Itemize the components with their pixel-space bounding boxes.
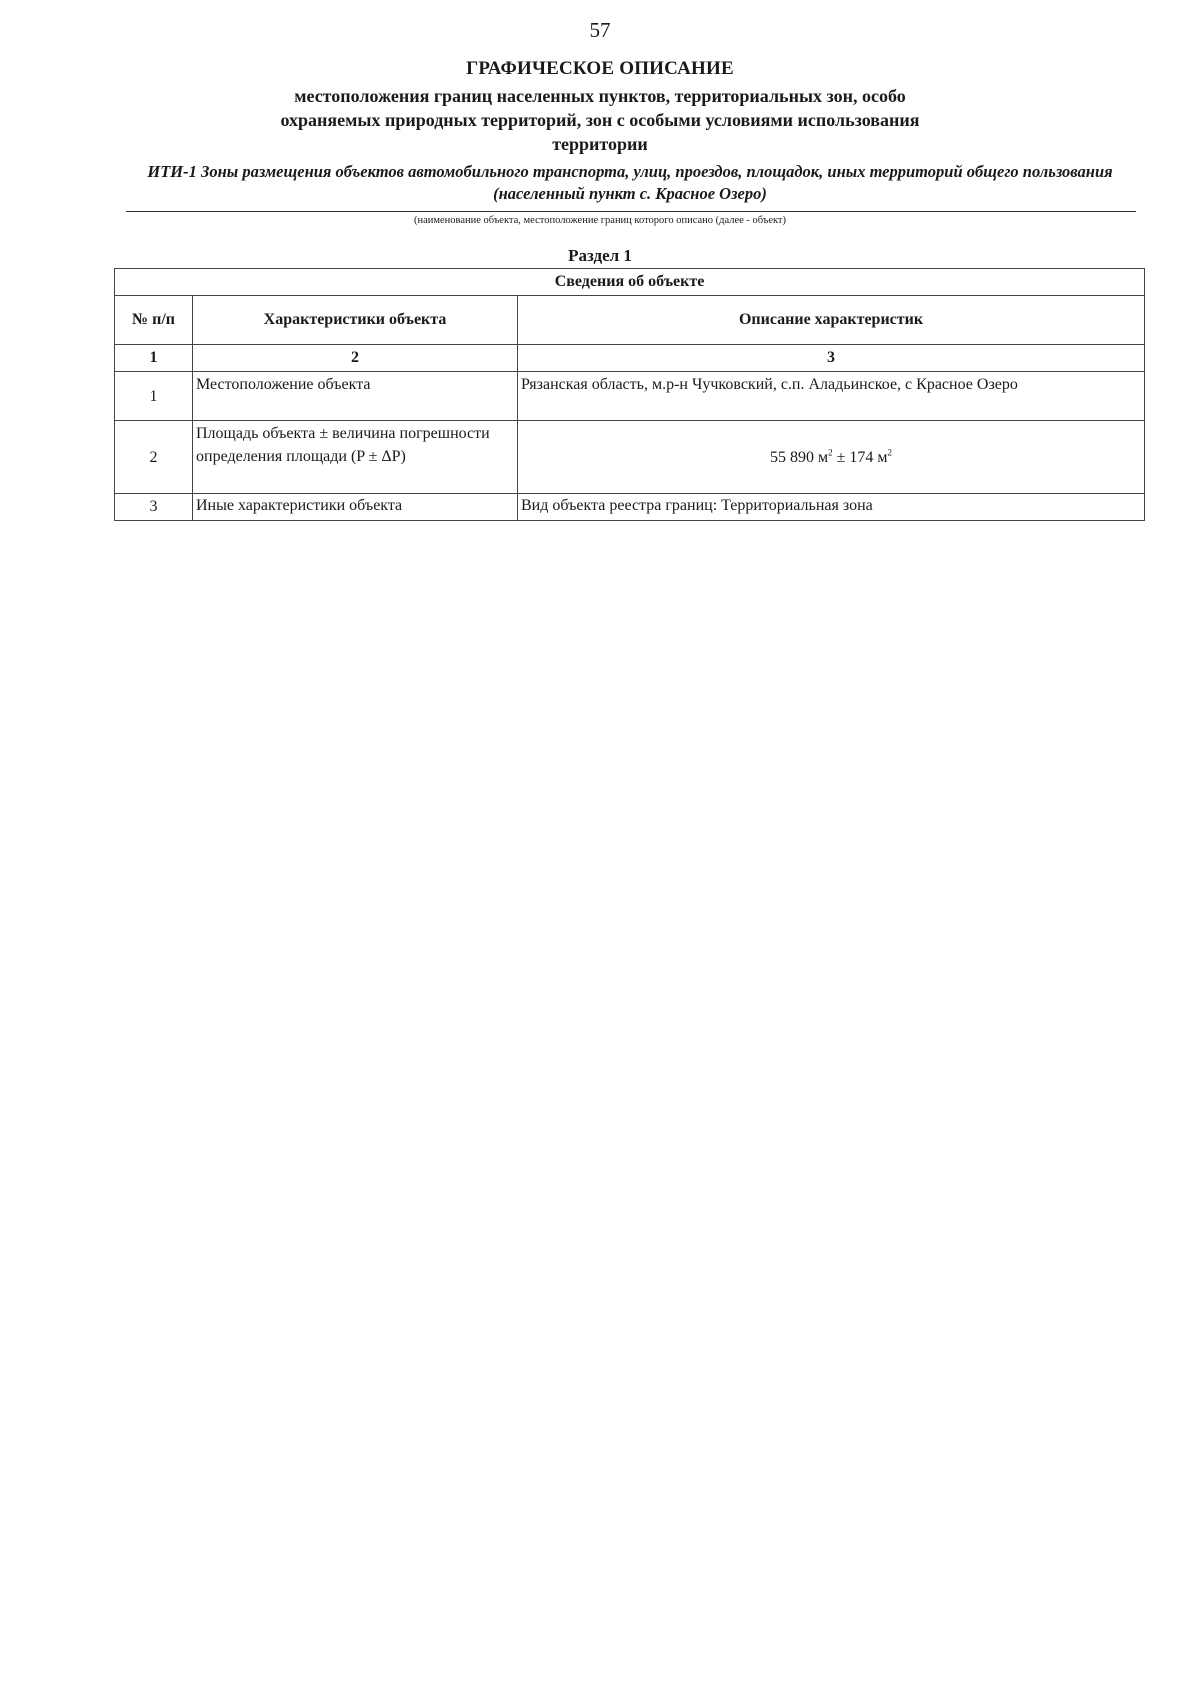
header-description: Описание характеристик — [518, 296, 1145, 345]
table-row — [115, 421, 1145, 494]
object-name-underline — [126, 211, 1136, 212]
row-number: 2 — [115, 421, 193, 494]
area-value: 55 890 м — [770, 448, 829, 466]
row-characteristic: Местоположение объекта — [193, 372, 518, 421]
table-column-index-row — [115, 345, 1145, 372]
area-unit-power: 2 — [828, 447, 833, 458]
object-info-table — [114, 268, 1145, 521]
column-index-1: 1 — [115, 345, 193, 372]
row-description: Рязанская область, м.р-н Чучковский, с.п. Аладьинское, с Красное Озеро — [518, 372, 1145, 421]
table-header-row — [115, 296, 1145, 345]
document-subtitle: местоположения границ населенных пунктов, территориальных зон, особо охраняемых природных территорий, зон с особыми условиями использования территории — [280, 86, 920, 154]
column-index-2: 2 — [193, 345, 518, 372]
area-error: ± 174 м — [832, 448, 888, 466]
table-caption-row — [115, 269, 1145, 296]
row-description: Вид объекта реестра границ: Территориальная зона — [518, 494, 1145, 521]
table-caption: Сведения об объекте — [115, 269, 1145, 296]
header-number: № п/п — [115, 296, 193, 345]
table-row — [115, 372, 1145, 421]
column-index-3: 3 — [518, 345, 1145, 372]
row-number: 3 — [115, 494, 193, 521]
object-name-caption: (наименование объекта, местоположение границ которого описано (далее - объект) — [413, 215, 787, 226]
section-title: Раздел 1 — [568, 246, 632, 265]
row-number: 1 — [115, 372, 193, 421]
header-characteristic: Характеристики объекта — [193, 296, 518, 345]
row-characteristic: Иные характеристики объекта — [193, 494, 518, 521]
page-number: 57 — [589, 18, 611, 42]
row-description — [518, 421, 1145, 494]
document-title: ГРАФИЧЕСКОЕ ОПИСАНИЕ — [466, 58, 734, 79]
row-characteristic: Площадь объекта ± величина погрешности определения площади (P ± ΔP) — [193, 421, 518, 494]
object-name: ИТИ-1 Зоны размещения объектов автомобильного транспорта, улиц, проездов, площадок, иных территорий общего пользования (населенный пункт с. Красное Озеро) — [147, 162, 1113, 203]
area-error-unit-power: 2 — [887, 447, 893, 458]
table-row — [115, 494, 1145, 521]
